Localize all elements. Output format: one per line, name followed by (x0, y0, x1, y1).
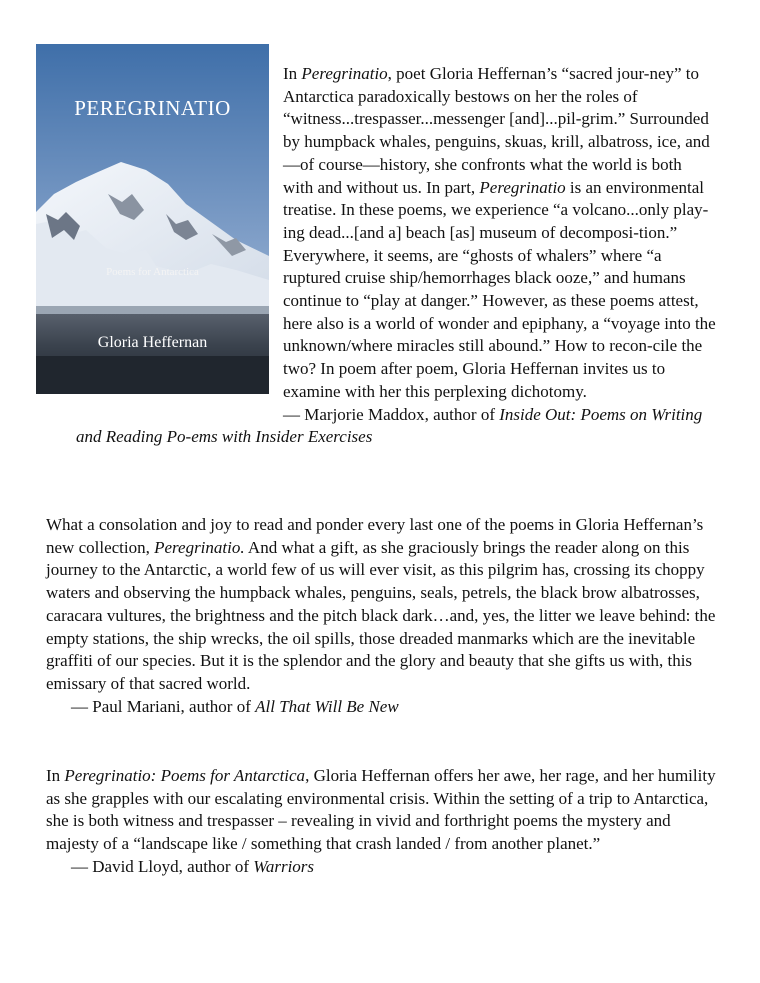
attribution-author: — Marjorie Maddox, author of (283, 404, 500, 424)
cover-subtitle: Poems for Antarctica (106, 266, 199, 278)
book-title-emphasis: Peregrinatio: Poems for Antarctica (64, 766, 306, 785)
blurb-segment: In (46, 766, 65, 785)
book-title-emphasis: Peregrinatio. (154, 537, 245, 557)
attribution (46, 404, 716, 449)
blurb-text (46, 514, 716, 696)
attribution-work: All That Will Be New (255, 696, 399, 716)
attribution-work: Inside Out: Poems on Writing and Reading Po-ems with Insider Exercises (76, 404, 703, 447)
attribution-author: — Paul Mariani, author of (71, 696, 256, 716)
blurb-segment: In (283, 64, 302, 83)
book-title-emphasis: Peregrinatio (301, 64, 388, 83)
attribution-work: Warriors (253, 856, 315, 876)
attribution-author: — David Lloyd, author of (71, 856, 254, 876)
blurb-text (46, 765, 716, 856)
blurb-segment: And what a gift, as she graciously brings the reader along on this journey to the Antarctic, a world few of us will ever visit, as this pilgrim has, crossing its choppy waters and observing the humpback whales, penguins, seals, petrels, the black brow albatrosses, caracara vultures, the brightness and the pitch black dark…and, yes, the litter we leave behind: the empty stations, the ship wrecks, the oil spills, those dreaded manmarks which are the inevitable graffiti of our species. But it is the splendor and the glory and beauty that she gifts us with, this emissary of that sacred world. (46, 537, 716, 693)
cover-author: Gloria Heffernan (97, 334, 208, 351)
blurb-maddox (46, 63, 716, 449)
book-title-emphasis: Peregrinatio (479, 177, 566, 197)
blurb-mariani (46, 514, 716, 718)
attribution (46, 856, 716, 879)
cover-title: PEREGRINATIO (74, 96, 231, 120)
blurb-segment: , Gloria Heffernan offers her awe, her rage, and her humility as she grapples with our escalating environmental crisis. Within the setting of a trip to Antarctica, she is both witness and trespasser – revealing in vivid and forthright poems the mystery and majesty of a “landscape like / something that crash landed / from another planet.” (46, 766, 716, 854)
attribution (46, 696, 716, 719)
blurb-segment: What a consolation and joy to read and ponder every last one of the poems in Gloria Heffernan’s new collection, (46, 515, 704, 557)
blurb-lloyd (46, 765, 716, 879)
blurb-segment: , poet Gloria Heffernan’s “sacred jour-ney” to Antarctica paradoxically bestows on her the roles of “witness...trespasser...messenger [and]...pil-grim.” Surrounded by humpback whales, penguins, skuas, krill, albatross, ice, and—of course—history, she confronts what the world is both with and without us. In part, (283, 64, 710, 197)
blurb-segment: is an environmental treatise. In these poems, we experience “a volcano...only play-ing dead...[and a] beach [as] museum of decomposi-tion.” Everywhere, it seems, are “ghosts of whalers” where “a ruptured cruise ship/hemorrhages black ooze,” and humans continue to “play at danger.” However, as these poems attest, here also is a world of wonder and epiphany, a “voyage into the unknown/where miracles still abound.” How to recon-cile the two? In poem after poem, Gloria Heffernan invites us to examine with her this perplexing dichotomy. (283, 177, 716, 401)
